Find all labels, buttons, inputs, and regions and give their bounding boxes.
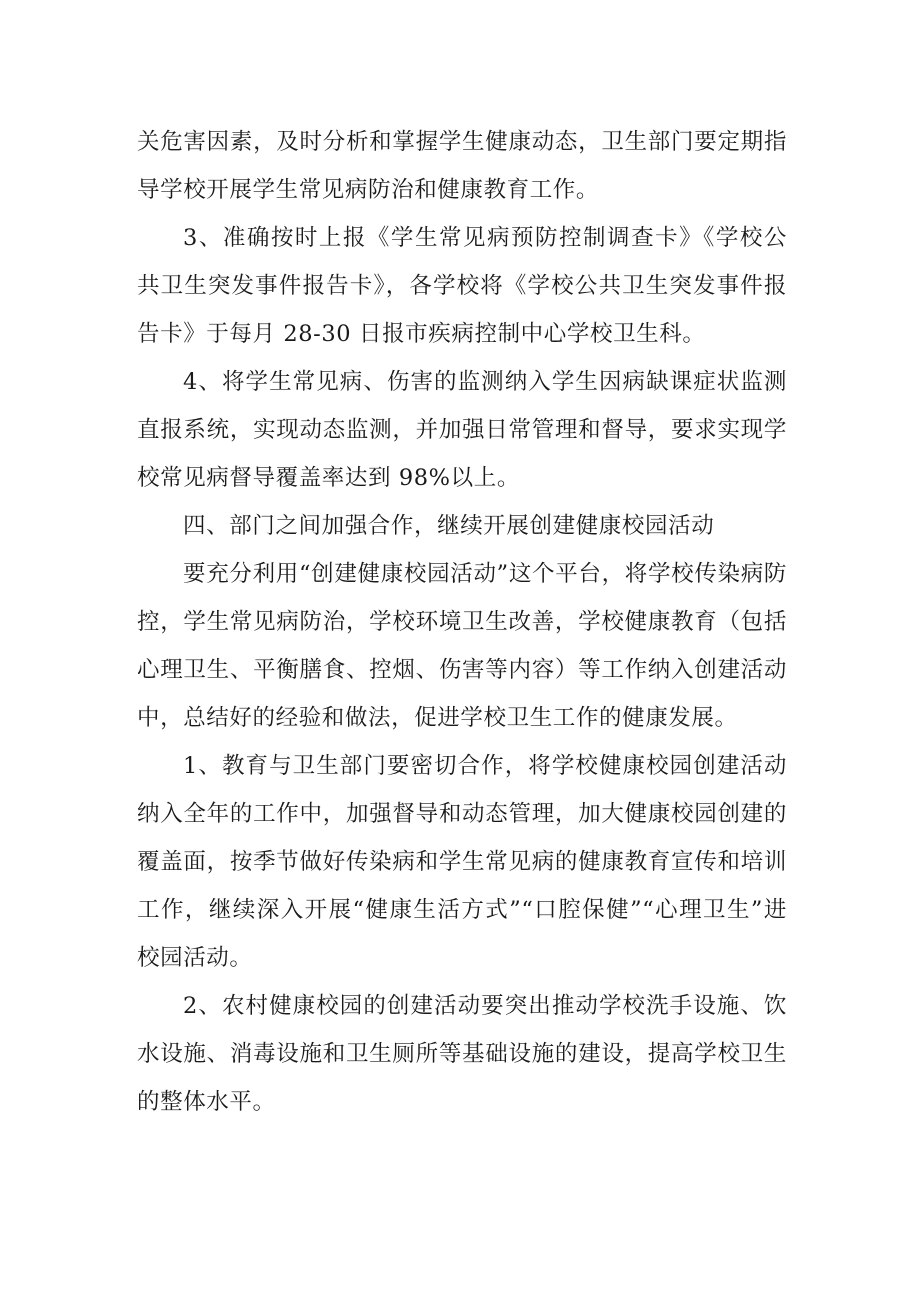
section-heading-4: 四、部门之间加强合作，继续开展创建健康校园活动: [183, 513, 715, 539]
paragraph-item-1: 1、教育与卫生部门要密切合作，将学校健康校园创建活动纳入全年的工作中，加强督导和动态管理，加大健康校园创建的覆盖面，按季节做好传染病和学生常见病的健康教育宣传和培训工作，继续深入开展“健康生活方式”“口腔保健”“心理卫生”进校园活动。: [137, 753, 787, 971]
paragraph-continuation: 关危害因素，及时分析和掌握学生健康动态，卫生部门要定期指导学校开展学生常见病防治和健康教育工作。: [137, 129, 787, 203]
paragraph-section-intro: 要充分利用“创建健康校园活动”这个平台，将学校传染病防控，学生常见病防治，学校环境卫生改善，学校健康教育（包括心理卫生、平衡膳食、控烟、伤害等内容）等工作纳入创建活动中，总结好的经验和做法，促进学校卫生工作的健康发展。: [137, 561, 787, 731]
paragraph-item-2: 2、农村健康校园的创建活动要突出推动学校洗手设施、饮水设施、消毒设施和卫生厕所等基础设施的建设，提高学校卫生的整体水平。: [137, 993, 787, 1115]
paragraph-item-4: 4、将学生常见病、伤害的监测纳入学生因病缺课症状监测直报系统，实现动态监测，并加强日常管理和督导，要求实现学校常见病督导覆盖率达到 98%以上。: [137, 369, 787, 491]
paragraph-item-3: 3、准确按时上报《学生常见病预防控制调查卡》《学校公共卫生突发事件报告卡》，各学校将《学校公共卫生突发事件报告卡》于每月 28-30 日报市疾病控制中心学校卫生科。: [137, 225, 787, 347]
document-body: [137, 118, 787, 1126]
